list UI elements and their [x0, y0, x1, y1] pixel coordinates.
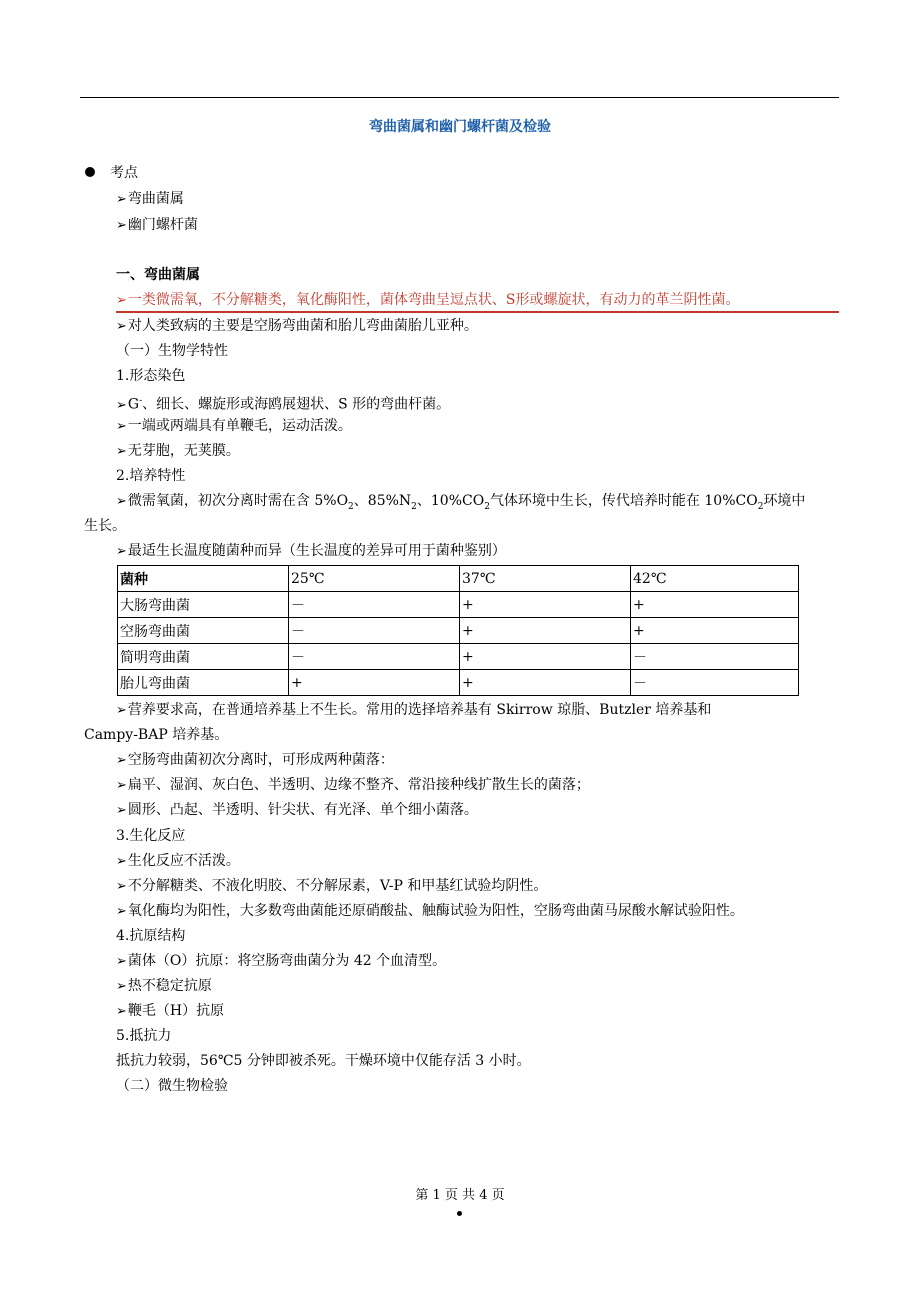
subscript: 2 [484, 501, 490, 512]
list-item [116, 951, 446, 972]
page-title: 弯曲菌属和幽门螺杆菌及检验 [369, 119, 551, 135]
table-cell: + [460, 644, 631, 670]
arrow-bullet-icon: ➢ [116, 954, 127, 969]
biochem-text: 不分解糖类、不液化明胶、不分解尿素，V-P 和甲基红试验均阴性。 [127, 878, 548, 894]
table-header-cell: 42℃ [631, 566, 799, 592]
list-item [116, 901, 744, 922]
table-header-cell: 37℃ [460, 566, 631, 592]
arrow-bullet-icon: ➢ [116, 444, 127, 459]
list-item [116, 316, 478, 337]
heading-biochem: 3.生化反应 [116, 828, 186, 844]
list-item [116, 491, 805, 517]
list-item [116, 416, 352, 437]
table-header-cell: 菌种 [118, 566, 289, 592]
list-item [116, 700, 711, 721]
table-row [118, 670, 799, 696]
culture-text: 环境中 [763, 493, 806, 509]
table-header-cell: 25℃ [289, 566, 460, 592]
arrow-bullet-icon: ➢ [116, 319, 127, 334]
heading-resistance: 5.抵抗力 [116, 1028, 172, 1044]
arrow-bullet-icon: ➢ [116, 1004, 127, 1019]
kaodian-label: 考点 [110, 165, 138, 181]
footer-dot-icon [457, 1211, 462, 1216]
section-heading: 一、弯曲菌属 [116, 267, 200, 283]
table-row [118, 592, 799, 618]
resistance-text: 抵抗力较弱，56℃5 分钟即被杀死。干燥环境中仅能存活 3 小时。 [116, 1053, 531, 1069]
arrow-bullet-icon: ➢ [116, 854, 127, 869]
list-item [116, 441, 240, 462]
table-cell: 大肠弯曲菌 [118, 592, 289, 618]
arrow-bullet-icon: ➢ [116, 979, 127, 994]
colony-text: 空肠弯曲菌初次分离时，可形成两种菌落： [127, 752, 394, 768]
culture-text: 、10%CO [416, 493, 485, 509]
table-cell: － [289, 618, 460, 644]
list-item [116, 541, 506, 562]
arrow-bullet-icon: ➢ [116, 879, 127, 894]
culture-text: 微需氧菌，初次分离时需在含 5%O [127, 493, 349, 509]
antigen-text: 鞭毛（H）抗原 [127, 1003, 225, 1019]
list-item [116, 391, 450, 416]
subheading: （二）微生物检验 [116, 1078, 228, 1094]
table-cell: － [631, 644, 799, 670]
table-cell: － [631, 670, 799, 696]
heading-morphology: 1.形态染色 [116, 368, 186, 384]
intro-red-text: 一类微需氧，不分解糖类，氧化酶阳性，菌体弯曲呈逗点状、S形或螺旋状，有动力的革兰阴性菌。 [127, 292, 740, 308]
arrow-bullet-icon: ➢ [116, 494, 127, 509]
temp-intro: 最适生长温度随菌种而异（生长温度的差异可用于菌种鉴别） [127, 543, 506, 559]
list-item [116, 775, 590, 796]
biochem-text: 生化反应不活泼。 [127, 853, 240, 869]
biochem-text: 氧化酶均为阳性，大多数弯曲菌能还原硝酸盐、触酶试验为阳性，空肠弯曲菌马尿酸水解试验阳性。 [127, 903, 744, 919]
table-cell: － [289, 592, 460, 618]
arrow-bullet-icon: ➢ [116, 192, 127, 207]
heading-antigen: 4.抗原结构 [116, 928, 186, 944]
gram-sup: - [139, 396, 143, 406]
morph-text: 、细长、螺旋形或海鸥展翅状、S 形的弯曲杆菌。 [142, 396, 451, 413]
arrow-bullet-icon: ➢ [116, 544, 127, 559]
table-row [118, 618, 799, 644]
table-cell: + [289, 670, 460, 696]
table-cell: + [460, 592, 631, 618]
table-header-row [118, 566, 799, 592]
nutrition-text: 营养要求高，在普通培养基上不生长。常用的选择培养基有 Skirrow 琼脂、Butzler 培养基和 [127, 702, 712, 718]
temperature-table [117, 565, 799, 696]
morph-text: 一端或两端具有单鞭毛，运动活泼。 [127, 418, 352, 434]
arrow-bullet-icon: ➢ [116, 703, 127, 718]
nutrition-cont: Campy-BAP 培养基。 [84, 727, 229, 743]
arrow-bullet-icon: ➢ [116, 218, 127, 233]
antigen-text: 菌体（O）抗原：将空肠弯曲菌分为 42 个血清型。 [127, 953, 447, 969]
culture-text: 气体环境中生长，传代培养时能在 10%CO [489, 493, 758, 509]
table-cell: 简明弯曲菌 [118, 644, 289, 670]
subscript: 2 [757, 501, 764, 512]
culture-cont: 生长。 [84, 518, 126, 534]
list-item [116, 189, 184, 210]
list-item [116, 800, 478, 821]
heading-culture: 2.培养特性 [116, 468, 186, 484]
intro-text: 对人类致病的主要是空肠弯曲菌和胎儿弯曲菌胎儿亚种。 [127, 318, 478, 334]
kaodian-item-1: 弯曲菌属 [127, 191, 184, 207]
page-footer: 第 1 页 共 4 页 [415, 1188, 505, 1203]
subscript: 2 [411, 501, 417, 512]
subheading: （一）生物学特性 [116, 343, 228, 359]
list-item [116, 215, 198, 236]
intro-highlight [116, 290, 740, 311]
list-item [116, 750, 394, 771]
table-cell: 胎儿弯曲菌 [118, 670, 289, 696]
subscript: 2 [348, 501, 354, 512]
arrow-bullet-icon: ➢ [116, 419, 127, 434]
morph-text: 无芽胞，无荚膜。 [127, 443, 240, 459]
table-cell: + [631, 592, 799, 618]
table-cell: － [289, 644, 460, 670]
colony-text: 圆形、凸起、半透明、针尖状、有光泽、单个细小菌落。 [127, 802, 478, 818]
culture-text: 、85%N [353, 493, 412, 509]
arrow-bullet-icon: ➢ [116, 753, 127, 768]
bullet-dot-icon [85, 167, 95, 177]
table-cell: 空肠弯曲菌 [118, 618, 289, 644]
list-item [116, 1001, 224, 1022]
kaodian-item-2: 幽门螺杆菌 [127, 217, 198, 233]
header-rule [80, 97, 839, 98]
table-cell: + [460, 618, 631, 644]
colony-text: 扁平、湿润、灰白色、半透明、边缘不整齐、常沿接种线扩散生长的菌落； [127, 777, 590, 793]
list-item [116, 976, 212, 997]
antigen-text: 热不稳定抗原 [127, 978, 212, 994]
arrow-bullet-icon: ➢ [116, 803, 127, 818]
list-item [116, 876, 547, 897]
arrow-bullet-icon: ➢ [116, 397, 127, 413]
table-row [118, 644, 799, 670]
arrow-bullet-icon: ➢ [116, 293, 127, 308]
table-cell: + [460, 670, 631, 696]
arrow-bullet-icon: ➢ [116, 904, 127, 919]
table-cell: + [631, 618, 799, 644]
gram-prefix: G [127, 396, 140, 413]
list-item [116, 851, 240, 872]
arrow-bullet-icon: ➢ [116, 778, 127, 793]
red-underline [116, 311, 839, 313]
